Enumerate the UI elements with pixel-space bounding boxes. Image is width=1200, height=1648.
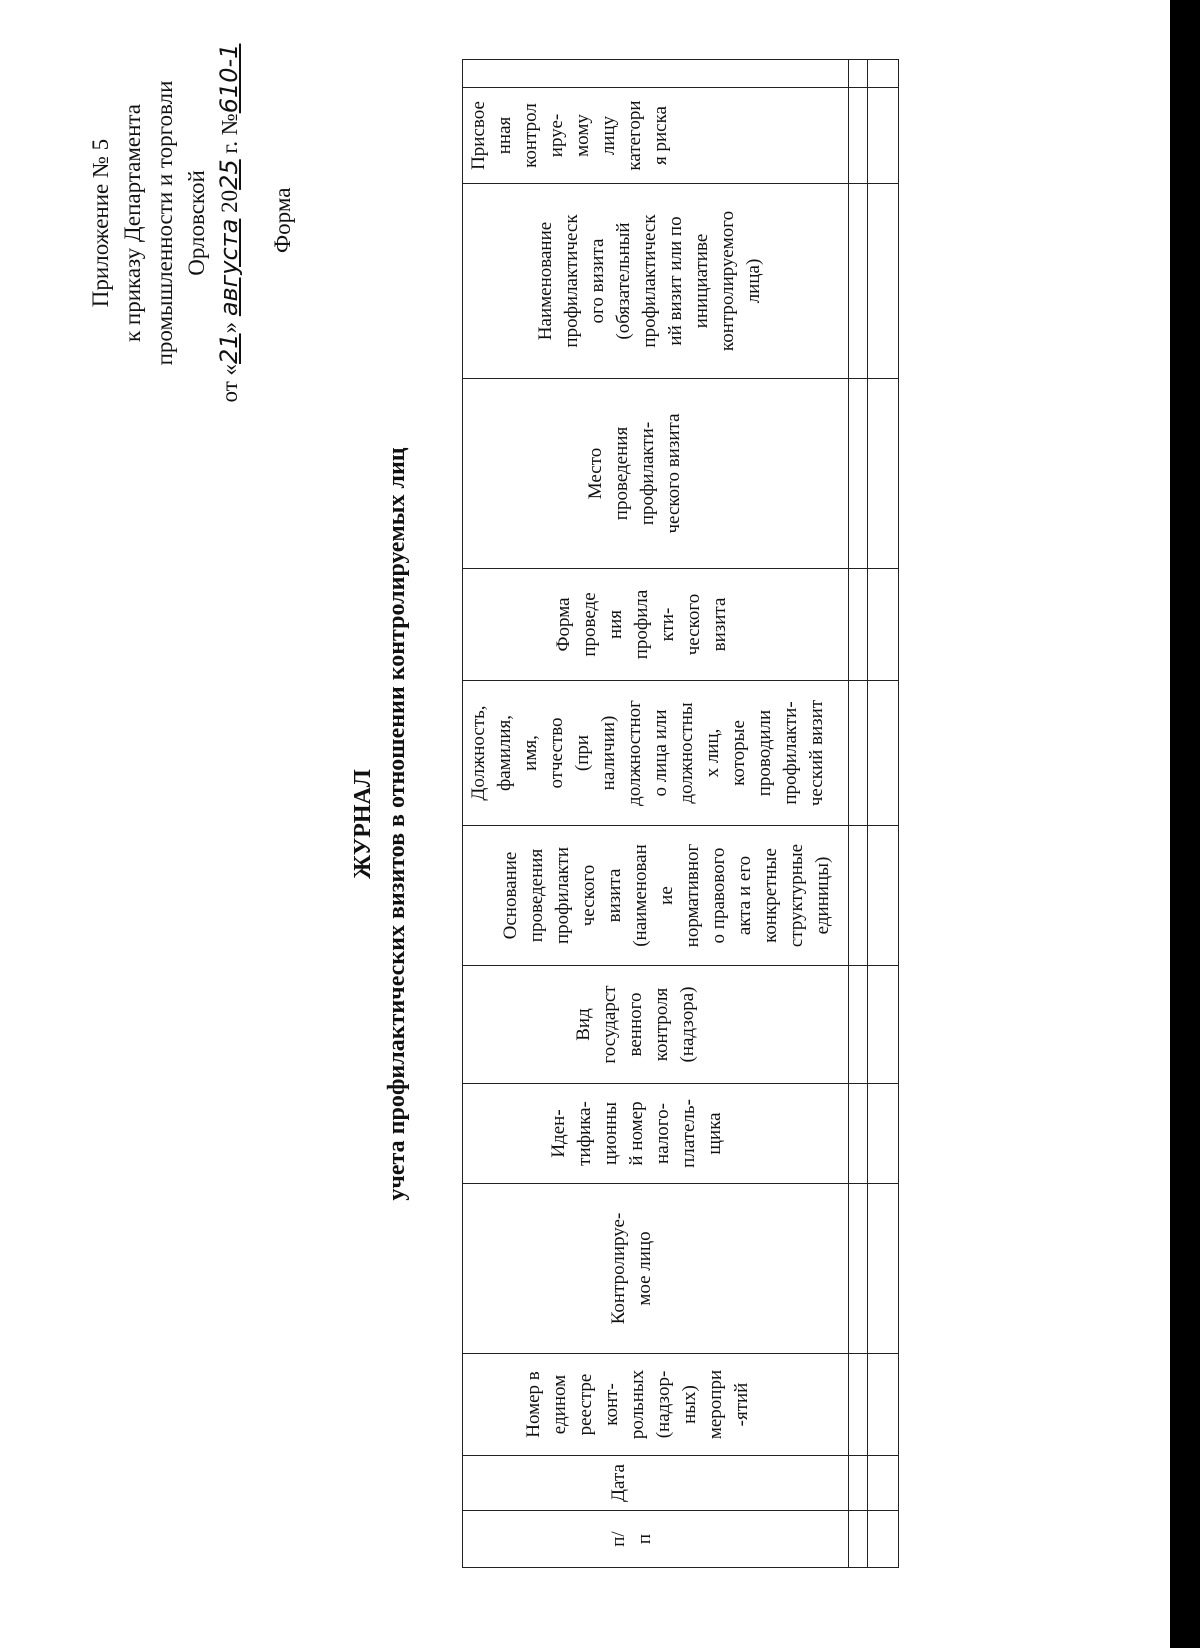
- appendix-line-4: Орловской: [184, 170, 209, 276]
- table-cell: [849, 1084, 868, 1184]
- date-year-prefix: 20: [217, 189, 242, 219]
- header-cell-control-type: [463, 966, 849, 1084]
- table-cell: [849, 569, 868, 681]
- header-text-inn: Иден- тифика- ционны й номер налого- платель- щика: [548, 1099, 725, 1168]
- header-text-number: п/ п: [608, 1531, 655, 1547]
- table-cell: [868, 1354, 899, 1456]
- table-cell: [868, 88, 899, 184]
- header-cell-registry-number: [463, 1354, 849, 1456]
- table-cell: [849, 966, 868, 1084]
- table-cell: [868, 1511, 899, 1568]
- date-month: августа: [215, 218, 243, 317]
- journal-subtitle: учета профилактических визитов в отношении контролируемых лиц: [384, 447, 410, 1201]
- table-cell: [849, 1184, 868, 1354]
- header-cell-visit-name: [463, 184, 849, 379]
- table-cell: [868, 569, 899, 681]
- journal-table: [462, 59, 899, 1568]
- header-text-date: Дата: [608, 1464, 629, 1502]
- appendix-header: [85, 23, 246, 423]
- table-cell: [849, 681, 868, 826]
- header-cell-visit-form: [463, 569, 849, 681]
- header-text-basis: Основание проведения профилакти ческого визита (наименован ие нормативног о правового акта и его конкретные структурные единицы): [500, 843, 833, 948]
- table-cell: [868, 184, 899, 379]
- table-header-row: [463, 60, 849, 1568]
- header-cell-controlled-person: [463, 1184, 849, 1354]
- header-text-registry-number: Номер в едином реестре конт- рольных (надзор- ных) меропри -ятий: [523, 1369, 752, 1440]
- table-cell: [868, 681, 899, 826]
- table-cell: [868, 60, 899, 88]
- header-text-controlled-person: Контролируе- мое лицо: [608, 1212, 655, 1325]
- table-cell: [868, 826, 899, 966]
- table-cell: [849, 826, 868, 966]
- header-cell-inn: [463, 1084, 849, 1184]
- table-cell: [849, 379, 868, 569]
- table-row: [849, 60, 868, 1568]
- table-row: [868, 60, 899, 1568]
- table-cell: [849, 1354, 868, 1456]
- date-year: 25: [215, 159, 243, 190]
- header-cell-basis: [463, 826, 849, 966]
- header-cell-visit-place: [463, 379, 849, 569]
- table-cell: [868, 966, 899, 1084]
- header-text-risk-category: Присвое нная контрол ируе- мому лицу категори я риска: [468, 100, 671, 171]
- table-cell: [849, 88, 868, 184]
- header-text-visit-form: Форма проведе ния профила кти- ческого визита: [553, 589, 730, 660]
- appendix-line-3: промышленности и торговли: [152, 80, 177, 366]
- date-day: 21: [215, 333, 243, 364]
- table-cell: [849, 184, 868, 379]
- header-cell-extra: [463, 60, 849, 88]
- form-label: Форма: [270, 187, 295, 253]
- table-cell: [849, 1511, 868, 1568]
- table-cell: [868, 1084, 899, 1184]
- table-cell: [868, 1184, 899, 1354]
- header-text-visit-name: Наименование профилактическ ого визита (обязательный профилактическ ий визит или по инициативе контролируемого лица): [535, 210, 764, 352]
- order-number: 610-1: [215, 43, 243, 114]
- date-suffix: г. №: [217, 113, 242, 160]
- appendix-line-2: к приказу Департамента: [120, 104, 145, 342]
- header-cell-risk-category: [463, 88, 849, 184]
- order-date-line: [213, 23, 246, 423]
- journal-title: ЖУРНАЛ: [350, 769, 376, 879]
- header-cell-official: [463, 681, 849, 826]
- header-text-visit-place: Место проведения профилакти- ческого визита: [585, 413, 684, 534]
- table-cell: [849, 1456, 868, 1511]
- table-cell: [868, 379, 899, 569]
- table-cell: [868, 1456, 899, 1511]
- header-text-official: Должность, фамилия, имя, отчество (при наличии) должностног о лица или должностны х лиц, которые проводили профилакти- ческий визит: [468, 699, 827, 807]
- header-cell-date: [463, 1456, 849, 1511]
- date-prefix: от «: [217, 363, 242, 403]
- date-mid: »: [217, 316, 242, 334]
- header-text-control-type: Вид государст венного контроля (надзора): [573, 985, 698, 1064]
- header-cell-number: [463, 1511, 849, 1568]
- appendix-number: Приложение № 5: [88, 138, 113, 308]
- table-cell: [849, 60, 868, 88]
